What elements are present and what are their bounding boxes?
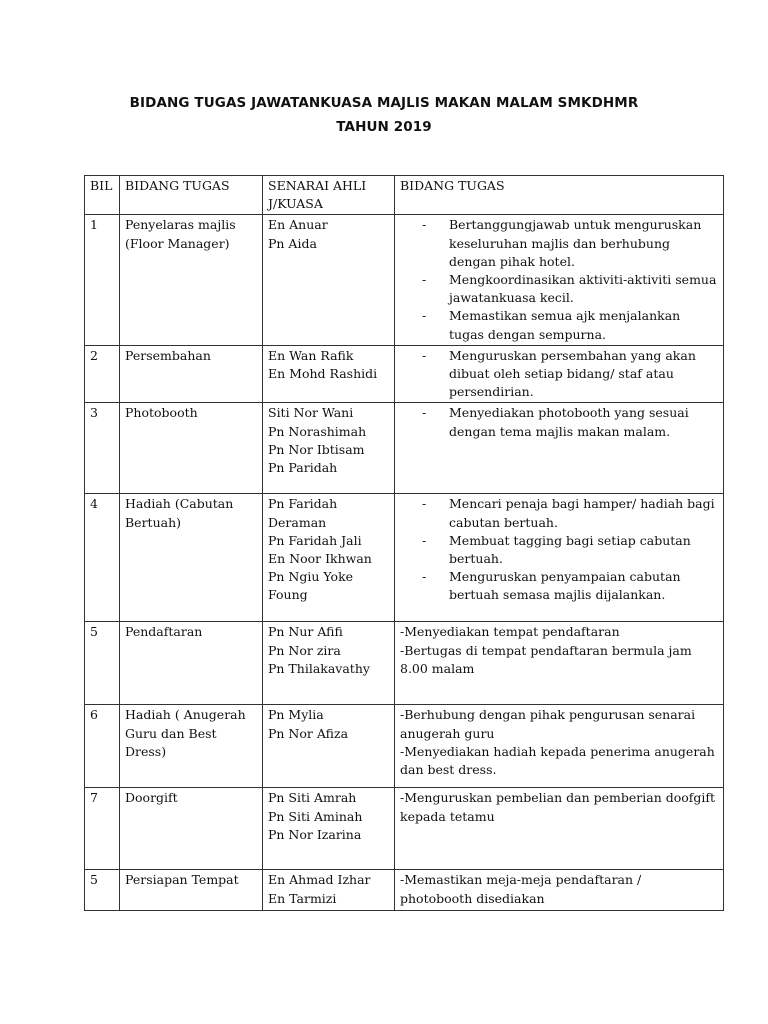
bidang-line: Pendaftaran bbox=[125, 624, 203, 640]
bidang-line: Bertuah) bbox=[125, 514, 182, 530]
task-item: - Menyediakan photobooth yang sesuai dengan tema majlis makan malam. bbox=[422, 404, 717, 440]
cell-bil: 5 bbox=[85, 870, 120, 911]
task-text: -Menguruskan pembelian dan pemberian doofgift kepada tetamu bbox=[400, 790, 716, 824]
bidang-line: Hadiah (Cabutan bbox=[125, 496, 234, 512]
task-text: -Berhubung dengan pihak pengurusan senarai anugerah guru bbox=[400, 707, 696, 741]
cell-tugas bbox=[395, 622, 724, 705]
task-list bbox=[400, 404, 717, 440]
header-senarai-line1: SENARAI AHLI bbox=[268, 178, 367, 193]
cell-senarai-ahli bbox=[263, 870, 395, 911]
cell-tugas bbox=[395, 345, 724, 403]
table-row bbox=[85, 788, 724, 870]
cell-bidang-tugas bbox=[120, 788, 263, 870]
header-senarai-ahli bbox=[263, 176, 395, 215]
cell-bidang-tugas bbox=[120, 870, 263, 911]
bidang-line: Persiapan Tempat bbox=[125, 872, 239, 888]
task-item: - Menguruskan penyampaian cabutan bertuah semasa majlis dijalankan. bbox=[422, 568, 717, 604]
member-name: Pn Nor zira bbox=[268, 642, 341, 658]
member-name: En Noor Ikhwan bbox=[268, 551, 372, 567]
table-row bbox=[85, 345, 724, 403]
header-tugas: BIDANG TUGAS bbox=[395, 176, 724, 215]
duties-table bbox=[84, 175, 724, 911]
cell-tugas bbox=[395, 403, 724, 494]
cell-bil: 2 bbox=[85, 345, 120, 403]
cell-senarai-ahli bbox=[263, 215, 395, 345]
table-header-row bbox=[85, 176, 724, 215]
cell-senarai-ahli bbox=[263, 345, 395, 403]
cell-senarai-ahli bbox=[263, 403, 395, 494]
cell-bidang-tugas bbox=[120, 494, 263, 622]
cell-bidang-tugas bbox=[120, 215, 263, 345]
cell-tugas bbox=[395, 705, 724, 788]
task-list bbox=[400, 347, 717, 402]
table-row bbox=[85, 870, 724, 911]
bidang-line: Hadiah ( Anugerah bbox=[125, 707, 246, 723]
member-name: En Ahmad Izhar bbox=[268, 872, 371, 888]
bidang-line: Doorgift bbox=[125, 790, 178, 806]
task-item: - Menguruskan persembahan yang akan dibuat oleh setiap bidang/ staf atau persendirian. bbox=[422, 347, 717, 402]
member-name: Deraman bbox=[268, 514, 327, 530]
bidang-line: Penyelaras majlis bbox=[125, 217, 236, 233]
cell-bil: 5 bbox=[85, 622, 120, 705]
bidang-line: Photobooth bbox=[125, 405, 198, 421]
task-text: -Menyediakan tempat pendaftaran bbox=[400, 624, 620, 640]
task-item: - Membuat tagging bagi setiap cabutan bertuah. bbox=[422, 532, 717, 568]
member-name: Pn Siti Aminah bbox=[268, 808, 363, 824]
task-item: - Mengkoordinasikan aktiviti-aktiviti semua jawatankuasa kecil. bbox=[422, 271, 717, 307]
member-name: Pn Ngiu Yoke bbox=[268, 569, 354, 585]
task-item: - Mencari penaja bagi hamper/ hadiah bagi cabutan bertuah. bbox=[422, 495, 717, 531]
table-row bbox=[85, 705, 724, 788]
cell-tugas bbox=[395, 870, 724, 911]
member-name: Pn Nur Afifi bbox=[268, 624, 343, 640]
cell-tugas bbox=[395, 494, 724, 622]
cell-bidang-tugas bbox=[120, 622, 263, 705]
member-name: Pn Faridah Jali bbox=[268, 532, 362, 548]
member-name: Pn Mylia bbox=[268, 707, 324, 723]
cell-bidang-tugas bbox=[120, 403, 263, 494]
bidang-line: Dress) bbox=[125, 743, 167, 759]
header-bil: BIL bbox=[85, 176, 120, 215]
member-name: Pn Thilakavathy bbox=[268, 660, 370, 676]
member-name: Pn Siti Amrah bbox=[268, 790, 357, 806]
cell-bidang-tugas bbox=[120, 705, 263, 788]
bidang-line: (Floor Manager) bbox=[125, 235, 230, 251]
member-name: Pn Norashimah bbox=[268, 423, 367, 439]
member-name: Foung bbox=[268, 587, 308, 603]
member-name: En Mohd Rashidi bbox=[268, 366, 378, 382]
document-year: TAHUN 2019 bbox=[336, 119, 432, 135]
table-row bbox=[85, 403, 724, 494]
cell-bil: 4 bbox=[85, 494, 120, 622]
member-name: En Tarmizi bbox=[268, 890, 337, 906]
task-item: - Bertanggungjawab untuk menguruskan keseluruhan majlis dan berhubung dengan pihak hotel. bbox=[422, 216, 717, 271]
cell-bil: 1 bbox=[85, 215, 120, 345]
member-name: En Anuar bbox=[268, 217, 328, 233]
cell-bil: 6 bbox=[85, 705, 120, 788]
cell-bil: 7 bbox=[85, 788, 120, 870]
cell-tugas bbox=[395, 215, 724, 345]
table-row bbox=[85, 494, 724, 622]
bidang-line: Persembahan bbox=[125, 347, 211, 363]
cell-senarai-ahli bbox=[263, 705, 395, 788]
member-name: Pn Aida bbox=[268, 235, 317, 251]
member-name: Siti Nor Wani bbox=[268, 405, 354, 421]
task-list bbox=[400, 495, 717, 604]
bidang-line: Guru dan Best bbox=[125, 725, 217, 741]
member-name: Pn Nor Izarina bbox=[268, 826, 362, 842]
cell-bidang-tugas bbox=[120, 345, 263, 403]
member-name: Pn Nor Afiza bbox=[268, 725, 349, 741]
task-text: -Bertugas di tempat pendaftaran bermula jam 8.00 malam bbox=[400, 642, 692, 676]
member-name: Pn Nor Ibtisam bbox=[268, 441, 365, 457]
task-text: -Menyediakan hadiah kepada penerima anugerah dan best dress. bbox=[400, 743, 715, 778]
task-item: - Memastikan semua ajk menjalankan tugas dengan sempurna. bbox=[422, 307, 717, 343]
cell-tugas bbox=[395, 788, 724, 870]
cell-senarai-ahli bbox=[263, 622, 395, 705]
header-senarai-line2: J/KUASA bbox=[268, 196, 323, 212]
table-row bbox=[85, 622, 724, 705]
cell-bil: 3 bbox=[85, 403, 120, 494]
cell-senarai-ahli bbox=[263, 494, 395, 622]
member-name: Pn Faridah bbox=[268, 496, 338, 512]
header-bidang-tugas: BIDANG TUGAS bbox=[120, 176, 263, 215]
member-name: Pn Paridah bbox=[268, 460, 338, 476]
member-name: En Wan Rafik bbox=[268, 347, 354, 363]
task-list bbox=[400, 216, 717, 343]
cell-senarai-ahli bbox=[263, 788, 395, 870]
table-row bbox=[85, 215, 724, 345]
task-text: -Memastikan meja-meja pendaftaran / photobooth disediakan bbox=[400, 872, 642, 906]
document-title: BIDANG TUGAS JAWATANKUASA MAJLIS MAKAN MALAM SMKDHMR bbox=[129, 95, 639, 111]
